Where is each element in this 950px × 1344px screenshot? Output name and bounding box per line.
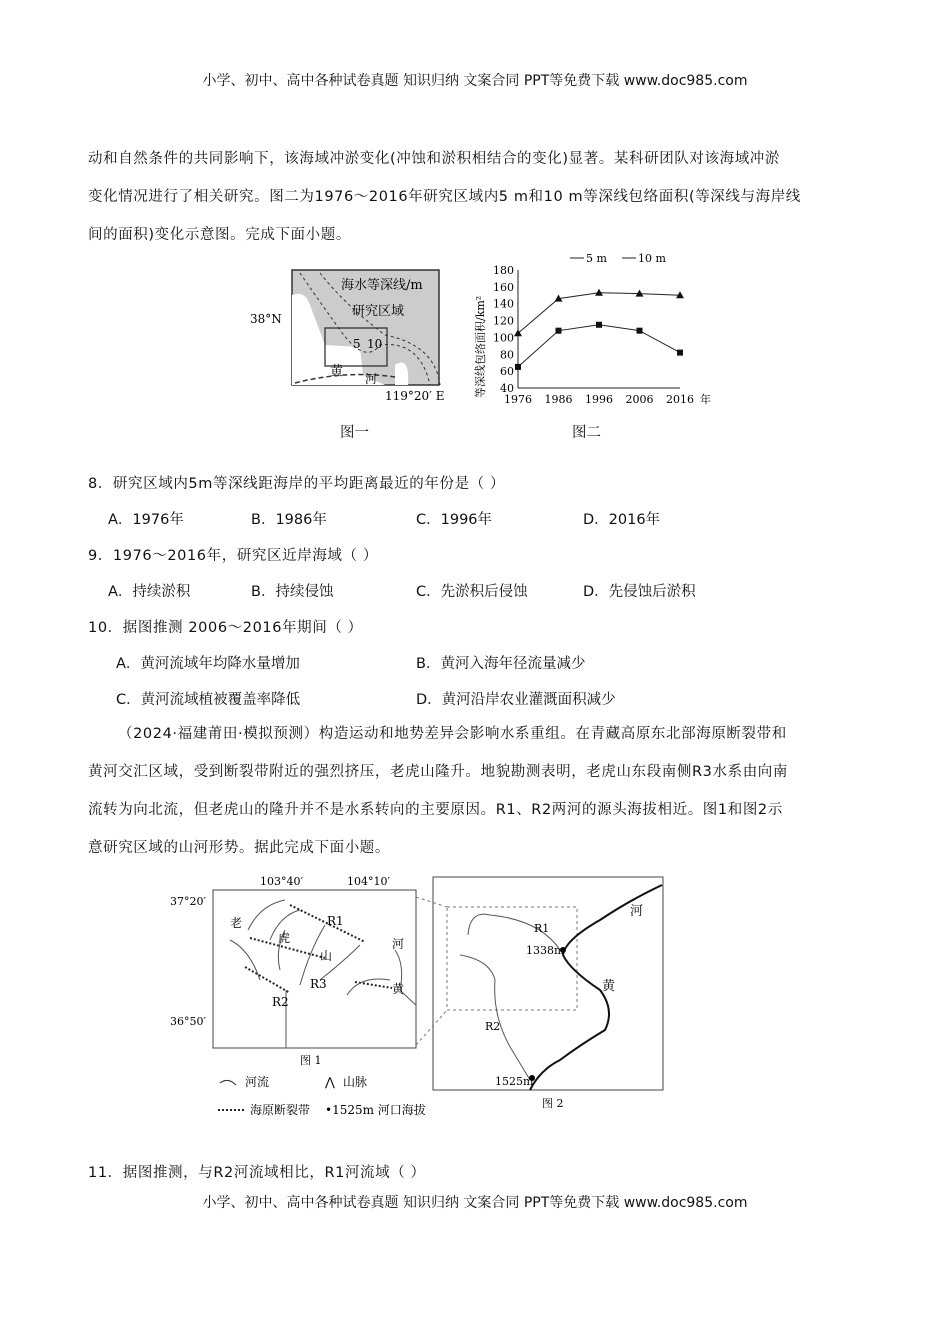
map-legend [218, 1074, 426, 1117]
y-tick-label: 40 [500, 382, 514, 395]
r1-label: R1 [534, 922, 550, 935]
q10-option-a[interactable]: A．黄河流域年均降水量增加 [116, 656, 300, 672]
y-tick-label: 60 [500, 365, 514, 379]
data-point [515, 364, 521, 370]
q8-option-c[interactable]: C．1996年 [416, 512, 493, 528]
y-tick-label: 100 [493, 331, 514, 345]
region-label: 研究区域 [352, 304, 405, 319]
lon-label: 119°20′ E [385, 389, 445, 403]
passage-line: 流转为向北流，但老虎山的隆升并不是水系转向的主要原因。R1、R2两河的源头海拔相近。图1和图2示 [88, 802, 783, 818]
r3-label: R3 [310, 977, 327, 991]
elevation-label: 1525m [495, 1075, 534, 1088]
y-tick-label: 80 [500, 348, 514, 362]
data-point [596, 322, 602, 328]
data-point [677, 350, 683, 356]
page-header: 小学、初中、高中各种试卷真题 知识归纳 文案合同 PPT等免费下载 www.doc985.com [202, 73, 748, 89]
x-axis-label: 年 [700, 393, 711, 406]
intro-line: 变化情况进行了相关研究。图二为1976～2016年研究区域内5 m和10 m等深线包络面积(等深线与海岸线 [88, 189, 801, 205]
isobath-legend: 海水等深线/m [341, 278, 423, 293]
lat-label: 38°N [250, 312, 282, 326]
question-8: 8．研究区域内5m等深线距海岸的平均距离最近的年份是（ ） [88, 476, 506, 492]
q10-option-b[interactable]: B．黄河入海年径流量减少 [416, 656, 586, 672]
map-1-caption: 图 1 [300, 1054, 322, 1067]
y-tick-label: 160 [493, 280, 514, 294]
question-10: 10．据图推测 2006～2016年期间（ ） [88, 620, 363, 636]
lon-label: 103°40′ [260, 875, 303, 888]
r2-label: R2 [272, 995, 289, 1009]
x-tick-label: 2006 [625, 393, 654, 406]
figure-2-caption: 图二 [572, 425, 601, 441]
river-label: 黄 [392, 982, 405, 996]
map-1 [170, 875, 416, 1067]
passage-line: 黄河交汇区域，受到断裂带附近的强烈挤压，老虎山隆升。地貌勘测表明，老虎山东段南侧R3水系由向南 [88, 764, 788, 780]
passage-line: （2024·福建莆田·模拟预测）构造运动和地势差异会影响水系重组。在青藏高原东北部海原断裂带和 [118, 726, 787, 742]
passage-line: 意研究区域的山河形势。据此完成下面小题。 [88, 840, 390, 856]
mountain-icon: ⋀ [325, 1075, 335, 1089]
river-label: 黄 [330, 364, 344, 379]
y-tick-label: 180 [493, 264, 514, 277]
river-label: 河 [392, 937, 405, 951]
r2-label: R2 [485, 1020, 501, 1033]
q9-option-b[interactable]: B．持续侵蚀 [251, 584, 334, 600]
river-label: 河 [630, 904, 644, 919]
figure-maps-1-2 [160, 870, 760, 1130]
q9-option-d[interactable]: D．先侵蚀后淤积 [583, 584, 696, 600]
mountain-label: 老 [230, 916, 243, 930]
y-tick-label: 140 [493, 297, 514, 311]
legend-fault: 海原断裂带 [250, 1103, 311, 1117]
legend-label: 10 m [638, 252, 666, 265]
isobath-5-label: 5 [353, 337, 361, 351]
legend-label: 5 m [586, 252, 607, 265]
figure-2-chart [470, 248, 720, 413]
question-11: 11．据图推测，与R2河流域相比，R1河流域（ ） [88, 1165, 426, 1181]
river-label: 黄 [602, 979, 616, 994]
figure-1-caption: 图一 [340, 425, 369, 441]
x-tick-label: 2016 [666, 393, 694, 406]
legend-mountain: 山脉 [343, 1075, 368, 1089]
figure-1-map [245, 265, 465, 405]
q9-option-c[interactable]: C．先淤积后侵蚀 [416, 584, 528, 600]
elevation-label: 1338m [526, 944, 565, 957]
legend-river: 河流 [245, 1075, 270, 1089]
data-point [556, 328, 562, 334]
q10-option-c[interactable]: C．黄河流域植被覆盖率降低 [116, 692, 301, 708]
q9-option-a[interactable]: A．持续淤积 [108, 584, 191, 600]
map-2-caption: 图 2 [542, 1097, 564, 1110]
r1-label: R1 [327, 914, 344, 928]
q8-option-b[interactable]: B．1986年 [251, 512, 327, 528]
series-line-5m [518, 325, 680, 367]
x-tick-label: 1976 [504, 393, 532, 406]
q8-option-a[interactable]: A．1976年 [108, 512, 184, 528]
question-9: 9．1976～2016年，研究区近岸海域（ ） [88, 548, 378, 564]
data-point [637, 328, 643, 334]
y-axis-label: 等深线包络面积/km² [474, 295, 487, 398]
intro-line: 间的面积)变化示意图。完成下面小题。 [88, 227, 351, 243]
x-tick-label: 1986 [544, 393, 573, 406]
map-2 [416, 877, 663, 1110]
lat-label: 37°20′ [170, 895, 206, 908]
data-point [595, 289, 603, 296]
q8-option-d[interactable]: D．2016年 [583, 512, 661, 528]
y-tick-label: 120 [493, 314, 514, 328]
legend-mouth: •1525m 河口海拔 [325, 1103, 426, 1117]
mountain-label: 山 [320, 949, 333, 963]
isobath-10-label: 10 [367, 337, 383, 351]
mountain-label: 虎 [278, 931, 291, 945]
lat-label: 36°50′ [170, 1015, 206, 1028]
lon-label: 104°10′ [347, 875, 390, 888]
intro-line: 动和自然条件的共同影响下，该海域冲淤变化(冲蚀和淤积相结合的变化)显著。某科研团队对该海域冲淤 [88, 151, 781, 167]
x-tick-label: 1996 [585, 393, 613, 406]
q10-option-d[interactable]: D．黄河沿岸农业灌溉面积减少 [416, 692, 616, 708]
river-label: 河 [365, 372, 378, 386]
page-footer: 小学、初中、高中各种试卷真题 知识归纳 文案合同 PPT等免费下载 www.doc985.com [202, 1195, 748, 1211]
